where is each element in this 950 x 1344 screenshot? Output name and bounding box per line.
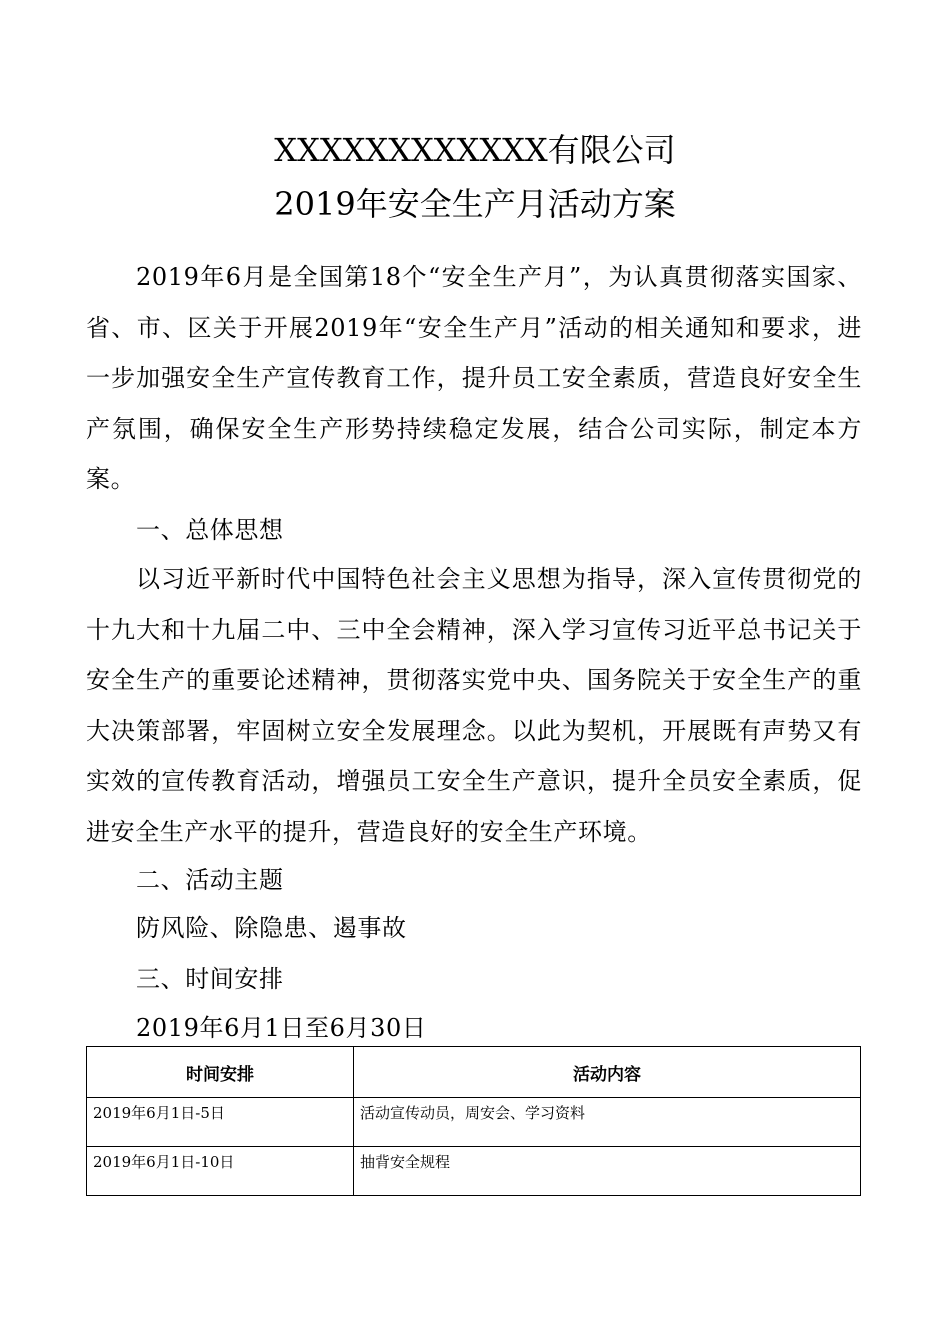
- table-header-time: 时间安排: [87, 1047, 354, 1098]
- general-idea-paragraph: 以习近平新时代中国特色社会主义思想为指导，深入宣传贯彻党的十九大和十九届二中、三中全会精神，深入学习宣传习近平总书记关于安全生产的重要论述精神，贯彻落实党中央、国务院关于安全生产的重大决策部署，牢固树立安全发展理念。以此为契机，开展既有声势又有实效的宣传教育活动，增强员工安全生产意识，提升全员安全素质，促进安全生产水平的提升，营造良好的安全生产环境。: [86, 565, 862, 846]
- table-header-row: [87, 1047, 861, 1098]
- document-title-plan: 2019年安全生产月活动方案: [274, 185, 676, 223]
- section-heading-schedule: 三、时间安排: [136, 965, 284, 993]
- table-cell-activity: 抽背安全规程: [354, 1147, 861, 1196]
- table-cell-activity: 活动宣传动员，周安会、学习资料: [354, 1098, 861, 1147]
- table-cell-time: 2019年6月1日-10日: [87, 1147, 354, 1196]
- activity-theme-text: 防风险、除隐患、遏事故: [136, 914, 407, 942]
- schedule-table: [86, 1046, 861, 1196]
- intro-paragraph: 2019年6月是全国第18个“安全生产月”，为认真贯彻落实国家、省、市、区关于开展2019年“安全生产月”活动的相关通知和要求，进一步加强安全生产宣传教育工作，提升员工安全素质，营造良好安全生产氛围，确保安全生产形势持续稳定发展，结合公司实际，制定本方案。: [86, 263, 862, 493]
- section-heading-general-idea: 一、总体思想: [136, 516, 284, 544]
- table-header-activity: 活动内容: [354, 1047, 861, 1098]
- document-title-company: XXXXXXXXXXXX有限公司: [274, 131, 676, 169]
- table-row: [87, 1098, 861, 1147]
- schedule-date-range: 2019年6月1日至6月30日: [136, 1014, 427, 1042]
- section-heading-theme: 二、活动主题: [136, 866, 284, 894]
- table-cell-time: 2019年6月1日-5日: [87, 1098, 354, 1147]
- table-row: [87, 1147, 861, 1196]
